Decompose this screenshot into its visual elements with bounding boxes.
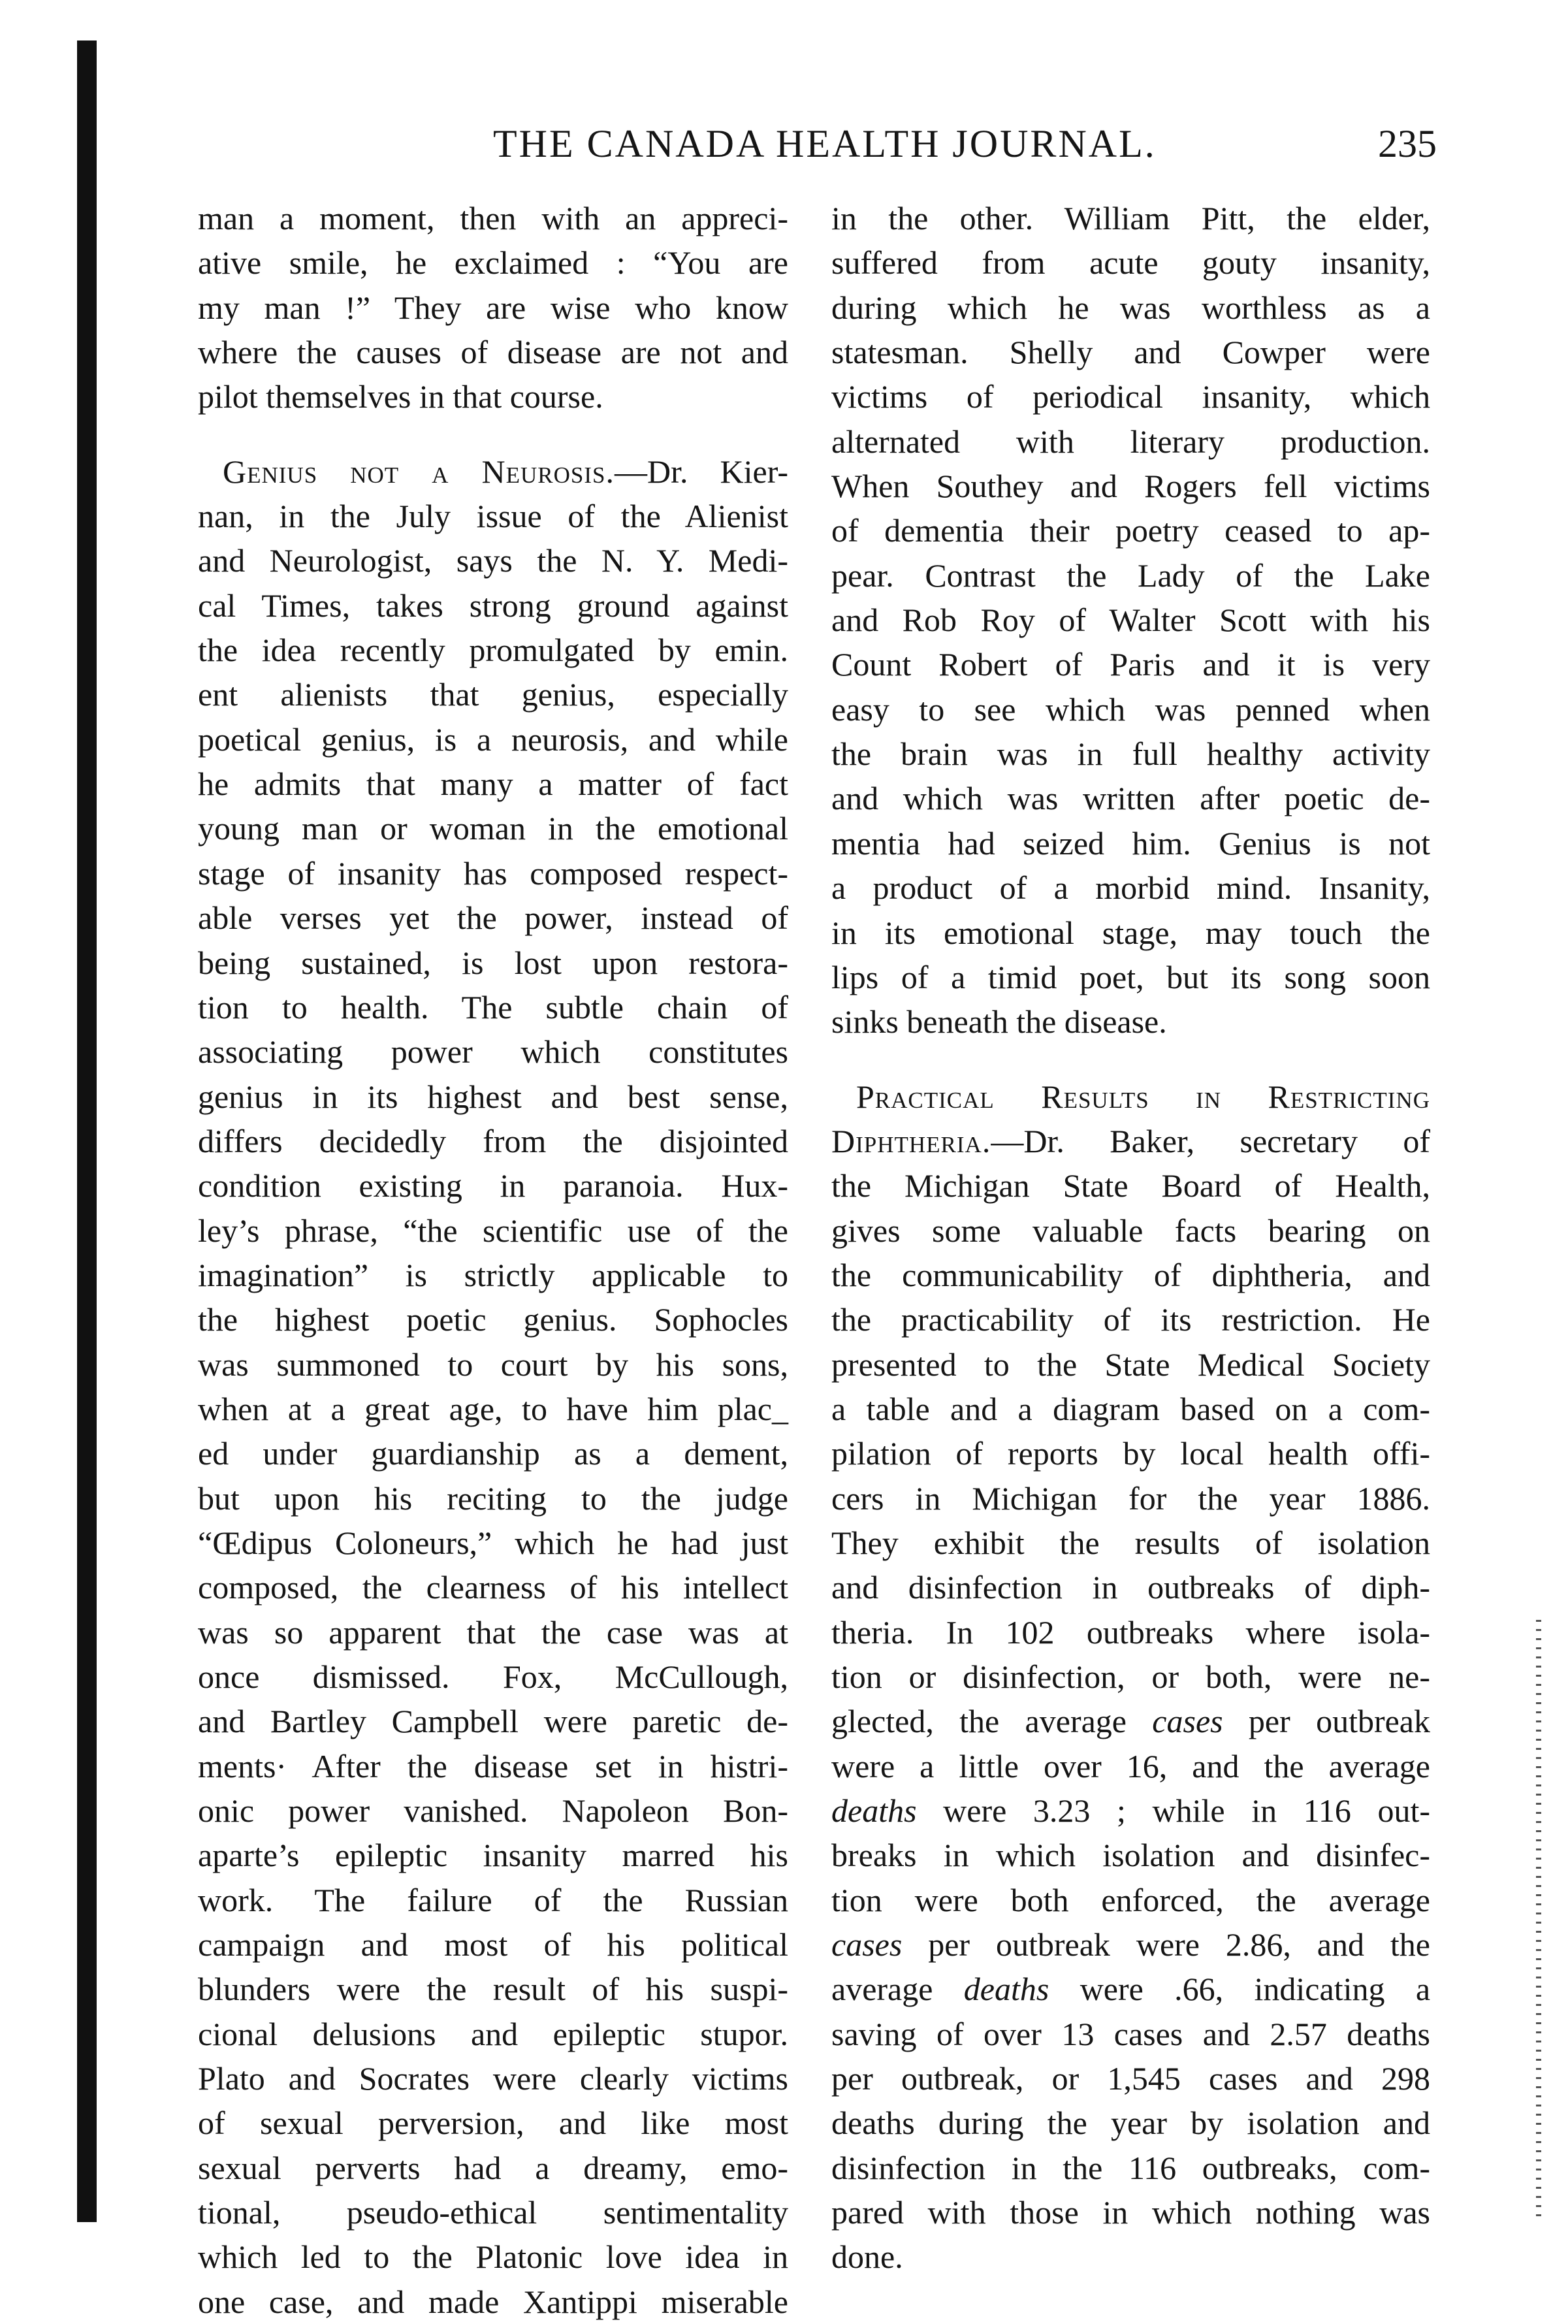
text-line: aparte’s epileptic insanity marred his [198,1837,788,1874]
text-line [831,1922,1430,1967]
text-line: alternated with literary production. [831,423,1430,460]
text-segment: average [831,1971,933,2008]
text-line: deaths during the year by isolation and [831,2105,1430,2142]
italic-word: cases [831,1926,903,1963]
text-line: breaks in which isolation and disinfec- [831,1837,1430,1874]
text-segment: glected, the average [831,1703,1127,1740]
text-line: nan, in the July issue of the Alienist [198,498,788,535]
text-line: differs decidedly from the disjointed [198,1122,788,1159]
right-column [831,196,1430,2280]
page-number: 235 [1378,122,1437,165]
text-line: and which was written after poetic de- [831,780,1430,817]
text-line: Plato and Socrates were clearly victims [198,2060,788,2097]
section-heading-genius: Genius not a Neurosis. [223,453,615,490]
italic-word: deaths [963,1971,1049,2008]
text-line: statesman. Shelly and Cowper were [831,334,1430,371]
text-line: When Southey and Rogers fell victims [831,468,1430,505]
section-heading-diphtheria: Practical Results in Restricting [856,1078,1430,1115]
text-line: cal Times, takes strong ground against [198,587,788,624]
text-line: a product of a morbid mind. Insanity, [831,869,1430,907]
text-line: of sexual perversion, and like most [198,2105,788,2142]
text-line: poetical genius, is a neurosis, and while [198,720,788,758]
text-line: and disinfection in outbreaks of diph- [831,1569,1430,1606]
text-segment: were 3.23 ; while in 116 out- [943,1792,1430,1830]
text-line: theria. In 102 outbreaks where isola- [831,1613,1430,1651]
paragraph-genius-not-a-neurosis [198,449,788,2324]
text-line: presented to the State Medical Society [831,1346,1430,1383]
text-line: in its emotional stage, may touch the [831,914,1430,951]
left-column [198,196,788,2324]
text-line: the idea recently promulgated by emin. [198,632,788,669]
text-line: mentia had seized him. Genius is not [831,824,1430,862]
text-line: the communicability of diphtheria, and [831,1256,1430,1293]
text-line [198,449,788,494]
text-line: done. [831,2238,903,2276]
text-line: ments· After the disease set in histri- [198,1747,788,1784]
text-line: ed under guardianship as a dement, [198,1435,788,1472]
text-line: which led to the Platonic love idea in [198,2238,788,2276]
text-line: sexual perverts had a dreamy, emo- [198,2149,788,2186]
text-line: ent alienists that genius, especially [198,676,788,713]
text-line: he admits that many a matter of fact [198,766,788,803]
text-line: tion to health. The subtle chain of [198,988,788,1025]
text-line: lips of a timid poet, but its song soon [831,958,1430,995]
paragraph-insanity-of-poets [831,196,1430,1044]
section-heading-diphtheria-word: Diphtheria. [831,1122,991,1159]
text-line: They exhibit the results of isolation [831,1524,1430,1561]
text-line: genius in its highest and best sense, [198,1078,788,1115]
text-line: associating power which constitutes [198,1033,788,1071]
text-line: of dementia their poetry ceased to ap- [831,512,1430,549]
text-line: but upon his reciting to the judge [198,1479,788,1517]
text-line: in the other. William Pitt, the elder, [831,200,1430,236]
text-line: suffered from acute gouty insanity, [831,244,1430,282]
text-line: a table and a diagram based on a com- [831,1390,1430,1427]
italic-word: deaths [831,1792,917,1830]
text-line: where the causes of disease are not and [198,334,788,371]
text-line: the practicability of its restriction. He [831,1301,1430,1338]
text-line: stage of insanity has composed respect- [198,854,788,892]
text-line: blunders were the result of his suspi- [198,1971,788,2008]
paragraph-wise-causes [198,196,788,419]
journal-title: THE CANADA HEALTH JOURNAL. [493,122,1157,165]
running-head [196,121,1437,180]
text-line: the brain was in full healthy activity [831,735,1430,773]
text-line: gives some valuable facts bearing on [831,1212,1430,1249]
page-edge-marks [1536,1620,1541,2221]
paragraph-gap [198,419,788,449]
text-line: sinks beneath the disease. [831,1003,1167,1041]
text-line: cional delusions and epileptic stupor. [198,2015,788,2052]
text-line: onic power vanished. Napoleon Bon- [198,1792,788,1830]
text-line [831,1119,1430,1163]
text-line: campaign and most of his political [198,1926,788,1963]
text-line: tion were both enforced, the average [831,1881,1430,1918]
text-line [831,1699,1430,1743]
text-line: disinfection in the 116 outbreaks, com- [831,2149,1430,2186]
text-line: was summoned to court by his sons, [198,1346,788,1383]
text-line: and Neurologist, says the N. Y. Medi- [198,542,788,579]
text-line: saving of over 13 cases and 2.57 deaths [831,2015,1430,2052]
text-line: ative smile, he exclaimed : “You are [198,244,788,282]
text-line: pilation of reports by local health offi- [831,1435,1430,1472]
text-line: composed, the clearness of his intellect [198,1569,788,1606]
text-line: Count Robert of Paris and it is very [831,646,1430,683]
text-line: were a little over 16, and the average [831,1747,1430,1784]
italic-word: cases [1152,1703,1223,1740]
text-line: being sustained, is lost upon restora- [198,944,788,981]
text-line: imagination” is strictly applicable to [198,1256,788,1293]
paragraph-gap [831,1044,1430,1074]
text-line: once dismissed. Fox, McCullough, [198,1658,788,1695]
text-line: my man !” They are wise who know [198,289,788,326]
text-line: man a moment, then with an appreci- [198,200,788,236]
text-line: condition existing in paranoia. Hux- [198,1167,788,1204]
text-line: and Rob Roy of Walter Scott with his [831,602,1430,639]
text-line: during which he was worthless as a [831,289,1430,326]
text-line: victims of periodical insanity, which [831,378,1430,415]
text-line: ley’s phrase, “the scientific use of the [198,1212,788,1249]
text-line: the highest poetic genius. Sophocles [198,1301,788,1338]
text-line: pear. Contrast the Lady of the Lake [831,557,1430,594]
text-line: was so apparent that the case was at [198,1613,788,1651]
text-line: easy to see which was penned when [831,690,1430,728]
text-line [831,1967,1430,2011]
text-line: and Bartley Campbell were paretic de- [198,1703,788,1740]
text-line: young man or woman in the emotional [198,810,788,847]
text-line: work. The failure of the Russian [198,1881,788,1918]
text-line: able verses yet the power, instead of [198,899,788,937]
text-line: one case, and made Xantippi miserable [198,2283,788,2320]
heading-line-rest: —Dr. Kier- [614,453,788,490]
text-line: tional, pseudo-ethical sentimentality [198,2194,788,2231]
scan-margin-bar [77,40,97,2222]
text-line [831,1788,1430,1833]
text-segment: per outbreak were 2.86, and the [928,1926,1430,1963]
text-line: cers in Michigan for the year 1886. [831,1479,1430,1517]
text-line: per outbreak, or 1,545 cases and 298 [831,2060,1430,2097]
text-line: tion or disinfection, or both, were ne- [831,1658,1430,1695]
text-segment: per outbreak [1248,1703,1430,1740]
text-line: “Œdipus Coloneurs,” which he had just [198,1524,788,1561]
text-line: when at a great age, to have him plac_ [198,1390,788,1427]
text-line: pared with those in which nothing was [831,2194,1430,2231]
text-line: pilot themselves in that course. [198,378,603,415]
text-line: the Michigan State Board of Health, [831,1167,1430,1204]
paragraph-restricting-diphtheria [831,1074,1430,2280]
text-segment: were .66, indicating a [1080,1971,1431,2008]
heading-line-rest: —Dr. Baker, secretary of [991,1122,1430,1159]
